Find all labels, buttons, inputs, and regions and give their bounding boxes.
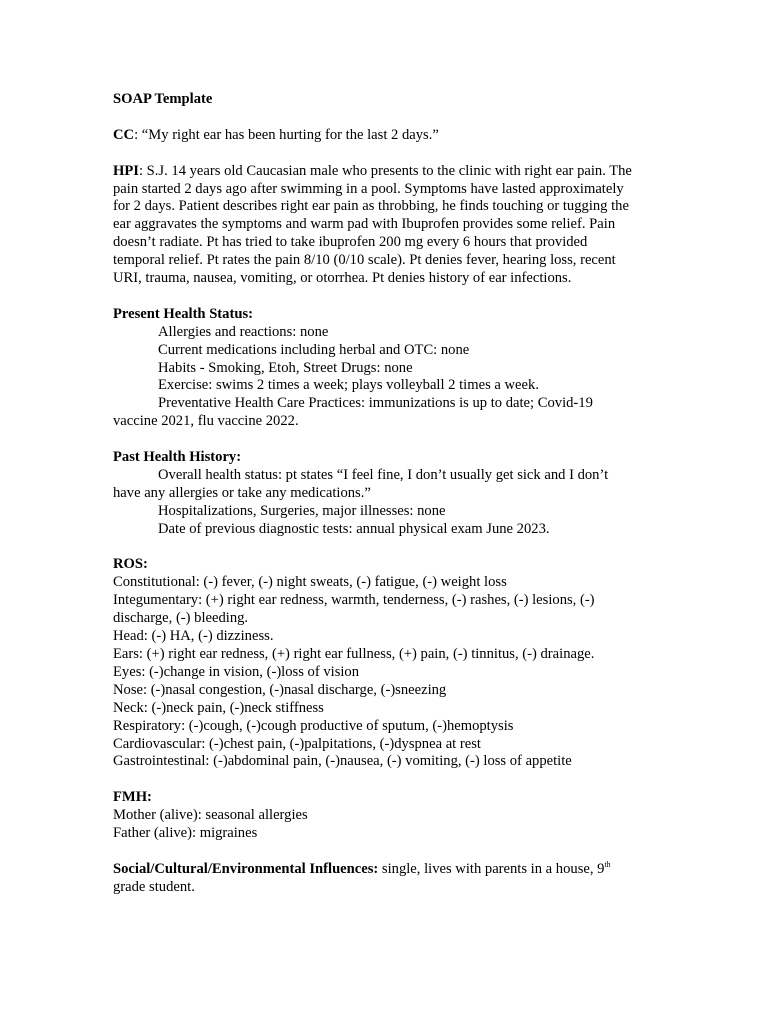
habits-line: Habits - Smoking, Etoh, Street Drugs: none — [158, 359, 413, 376]
social-text: single, lives with parents in a house, 9 — [378, 860, 605, 877]
document-title: SOAP Template — [113, 91, 213, 107]
hpi-line: pain started 2 days ago after swimming in a pool. Symptoms have lasted approximately — [113, 180, 624, 197]
ros-line: discharge, (-) bleeding. — [113, 610, 249, 627]
hpi-line: for 2 days. Patient describes right ear pain as throbbing, he finds touching or tugging the — [113, 198, 629, 215]
ros-line: Nose: (-)nasal congestion, (-)nasal discharge, (-)sneezing — [113, 681, 447, 698]
medications-line: Current medications including herbal and OTC: none — [158, 341, 470, 358]
hpi-line: URI, trauma, nausea, vomiting, or otorrhea. Pt denies history of ear infections. — [113, 270, 572, 287]
social-superscript: th — [604, 860, 611, 869]
chief-complaint — [113, 127, 658, 145]
ros-line: Neck: (-)neck pain, (-)neck stiffness — [113, 699, 324, 716]
preventative-line-cont: vaccine 2021, flu vaccine 2022. — [113, 413, 299, 430]
social-text-cont: grade student. — [113, 878, 195, 895]
ros-line: Head: (-) HA, (-) dizziness. — [113, 628, 274, 645]
ros-line: Gastrointestinal: (-)abdominal pain, (-)nausea, (-) vomiting, (-) loss of appetite — [113, 753, 572, 770]
ros-section — [113, 556, 658, 771]
hpi-line: doesn’t radiate. Pt has tried to take ibuprofen 200 mg every 6 hours that provided — [113, 234, 588, 251]
hpi-line: : S.J. 14 years old Caucasian male who presents to the clinic with right ear pain. The — [138, 162, 632, 179]
ros-line: Eyes: (-)change in vision, (-)loss of vision — [113, 663, 360, 680]
hospitalizations-line: Hospitalizations, Surgeries, major illnesses: none — [158, 502, 446, 519]
ros-line: Integumentary: (+) right ear redness, warmth, tenderness, (-) rashes, (-) lesions, (-) — [113, 592, 595, 609]
present-health-heading: Present Health Status: — [113, 305, 253, 322]
exercise-line: Exercise: swims 2 times a week; plays volleyball 2 times a week. — [158, 377, 539, 394]
ros-line: Ears: (+) right ear redness, (+) right ear fullness, (+) pain, (-) tinnitus, (-) drainage. — [113, 646, 595, 663]
cc-label: CC — [113, 126, 135, 143]
overall-health-line: Overall health status: pt states “I feel fine, I don’t usually get sick and I don’t — [158, 466, 609, 483]
diagnostics-line: Date of previous diagnostic tests: annual physical exam June 2023. — [158, 520, 550, 537]
social-label: Social/Cultural/Environmental Influences: — [113, 860, 379, 877]
allergies-line: Allergies and reactions: none — [158, 323, 329, 340]
overall-health-line-cont: have any allergies or take any medications.” — [113, 484, 371, 501]
fmh-section — [113, 789, 658, 843]
hpi-line: temporal relief. Pt rates the pain 8/10 (0/10 scale). Pt denies fever, hearing loss, recent — [113, 252, 616, 269]
past-health-heading: Past Health History: — [113, 449, 242, 466]
ros-line: Constitutional: (-) fever, (-) night sweats, (-) fatigue, (-) weight loss — [113, 574, 507, 591]
social-section — [113, 861, 658, 897]
fmh-mother: Mother (alive): seasonal allergies — [113, 807, 308, 824]
present-health-section — [113, 306, 658, 431]
hpi-section — [113, 163, 658, 288]
fmh-heading: FMH: — [113, 789, 152, 806]
hpi-line: ear aggravates the symptoms and warm pad with Ibuprofen provides some relief. Pain — [113, 216, 616, 233]
document-page — [113, 91, 658, 897]
past-health-section — [113, 449, 658, 539]
cc-text: : “My right ear has been hurting for the last 2 days.” — [134, 126, 439, 143]
ros-line: Cardiovascular: (-)chest pain, (-)palpitations, (-)dyspnea at rest — [113, 735, 481, 752]
ros-heading: ROS: — [113, 556, 148, 573]
fmh-father: Father (alive): migraines — [113, 825, 258, 842]
hpi-label: HPI — [113, 162, 139, 179]
ros-line: Respiratory: (-)cough, (-)cough productive of sputum, (-)hemoptysis — [113, 717, 514, 734]
preventative-line: Preventative Health Care Practices: immunizations is up to date; Covid-19 — [158, 395, 593, 412]
